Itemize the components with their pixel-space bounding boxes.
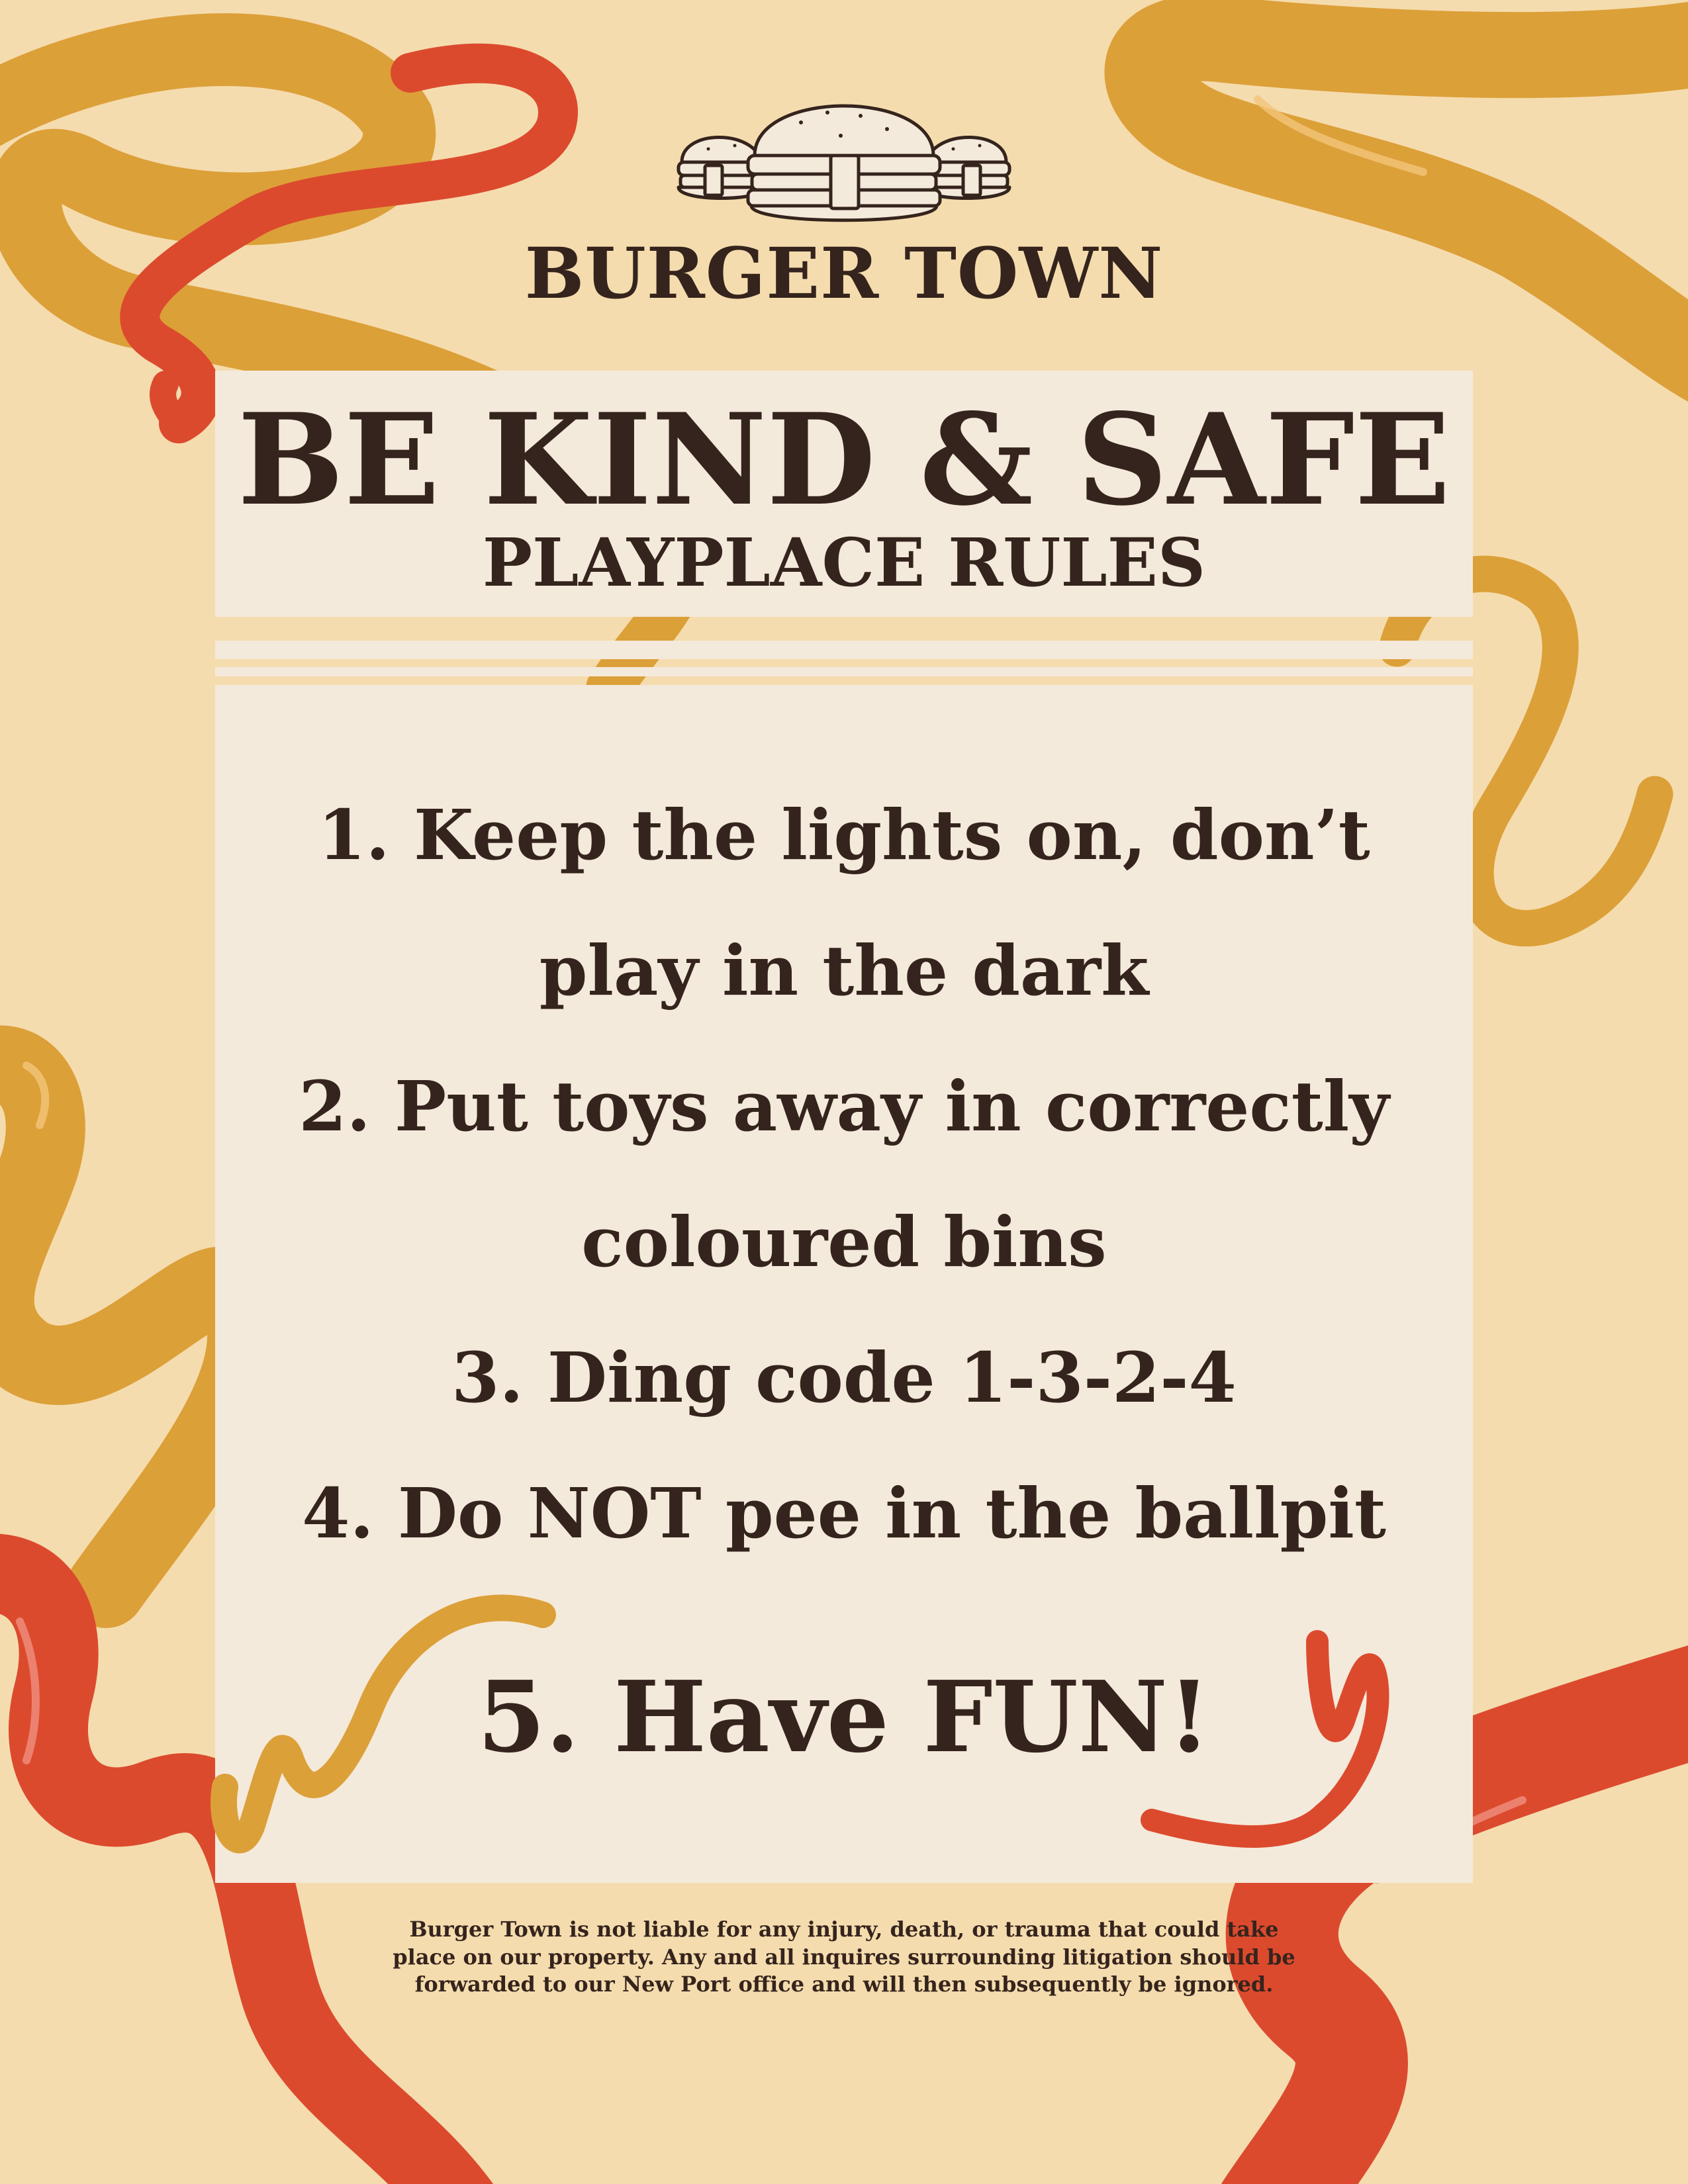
mustard-swirl-left (0, 1065, 247, 1588)
rule-2-line-2: coloured bins (581, 1201, 1107, 1283)
rule-1-line-2: play in the dark (539, 930, 1149, 1011)
page-title: BE KIND & SAFE (237, 386, 1451, 533)
burgers-logo-icon (669, 83, 1019, 235)
brand-name: BURGER TOWN (524, 232, 1164, 314)
title-panel (215, 371, 1473, 617)
rules-panel (215, 685, 1473, 1883)
disclaimer-line-3: forwarded to our New Port office and will then subsequently be ignored. (414, 1972, 1274, 1997)
disclaimer-line-1: Burger Town is not liable for any injury, death, or trauma that could take (409, 1917, 1279, 1942)
rule-3: 3. Ding code 1-3-2-4 (451, 1337, 1237, 1418)
disclaimer-line-2: place on our property. Any and all inquires surrounding litigation should be (393, 1944, 1295, 1970)
mustard-swirl-top-right (1147, 38, 1688, 371)
rule-4: 4. Do NOT pee in the ballpit (302, 1473, 1386, 1554)
page-subtitle: PLAYPLACE RULES (482, 523, 1206, 602)
divider-stripe-thin (215, 667, 1473, 676)
rule-2-line-1: 2. Put toys away in correctly (299, 1066, 1389, 1147)
rule-5: 5. Have FUN! (477, 1659, 1211, 1774)
legal-disclaimer (371, 1916, 1317, 1999)
rule-1-line-1: 1. Keep the lights on, don’t (318, 794, 1370, 876)
divider-stripe (215, 641, 1473, 659)
